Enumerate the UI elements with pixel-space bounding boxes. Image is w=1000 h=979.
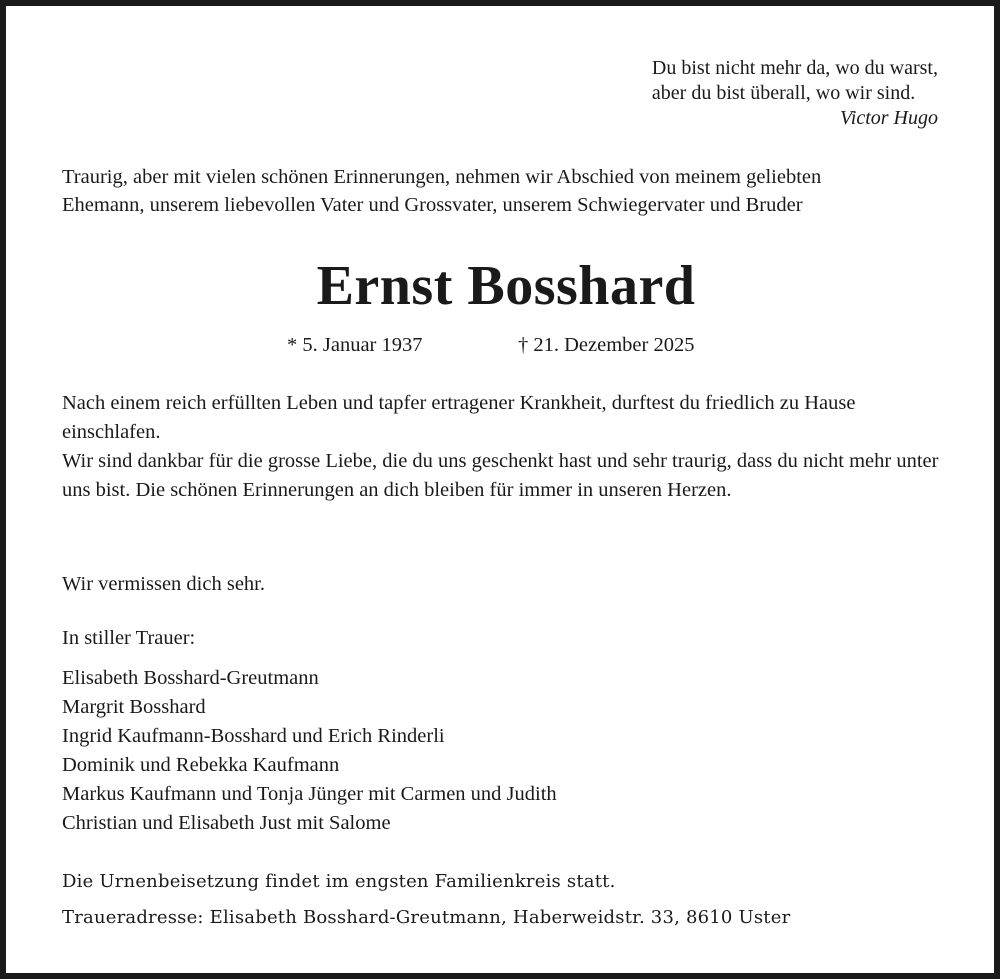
intro-text (62, 163, 962, 219)
quote-author: Victor Hugo (840, 107, 938, 129)
body-paragraph: Wir sind dankbar für die grosse Liebe, die du uns geschenkt hast und sehr traurig, dass du nicht mehr unter uns bist. Die schönen Erinnerungen an dich bleiben für immer in unseren Herzen. (62, 450, 939, 501)
list-item: Ingrid Kaufmann-Bosshard und Erich Rinderli (62, 725, 445, 747)
quote-block (652, 56, 938, 131)
list-item: Dominik und Rebekka Kaufmann (62, 754, 340, 776)
burial-note: Die Urnenbeisetzung findet im engsten Familienkreis statt. (62, 871, 616, 892)
mourning-address: Traueradresse: Elisabeth Bosshard-Greutmann, Haberweidstr. 33, 8610 Uster (62, 907, 791, 928)
mourners-list (62, 664, 557, 838)
list-item: Christian und Elisabeth Just mit Salome (62, 812, 391, 834)
body-paragraph: Nach einem reich erfüllten Leben und tapfer ertragener Krankheit, durftest du friedlich zu Hause einschlafen. (62, 392, 856, 443)
mourning-heading: In stiller Trauer: (62, 627, 196, 649)
list-item: Margrit Bosshard (62, 696, 206, 718)
death-date: † 21. Dezember 2025 (518, 334, 695, 356)
quote-line: Du bist nicht mehr da, wo du warst, (651, 57, 938, 79)
body-paragraph: Wir vermissen dich sehr. (62, 573, 265, 595)
birth-date: * 5. Januar 1937 (287, 334, 423, 356)
intro-line: Ehemann, unserem liebevollen Vater und Grossvater, unserem Schwiegervater und Bruder (62, 194, 803, 216)
quote-line: aber du bist überall, wo wir sind. (651, 82, 916, 104)
list-item: Elisabeth Bosshard-Greutmann (62, 667, 319, 689)
list-item: Markus Kaufmann und Tonja Jünger mit Carmen und Judith (62, 783, 557, 805)
intro-line: Traurig, aber mit vielen schönen Erinnerungen, nehmen wir Abschied von meinem geliebten (62, 166, 822, 188)
deceased-name: Ernst Bosshard (316, 255, 696, 317)
